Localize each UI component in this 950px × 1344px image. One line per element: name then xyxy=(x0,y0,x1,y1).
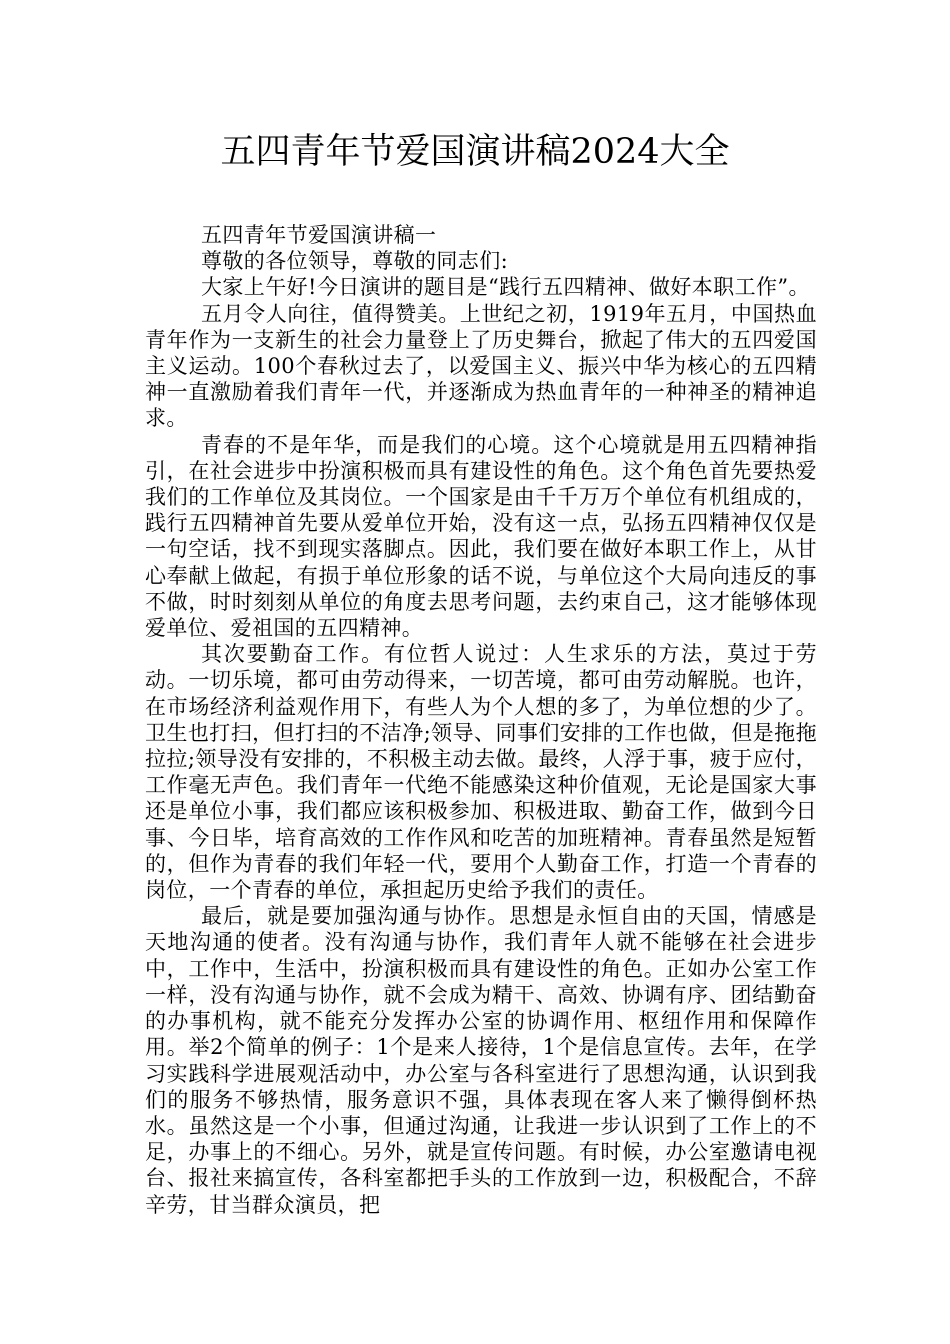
document-body xyxy=(145,222,817,1218)
paragraph-diligent-work: 其次要勤奋工作。有位哲人说过：人生求乐的方法，莫过于劳动。一切乐境，都可由劳动得来，一切苦境，都可由劳动解脱。也许，在市场经济利益观作用下，有些人为个人想的多了，为单位想的少了。卫生也打扫，但打扫的不洁净;领导、同事们安排的工作也做，但是拖拖拉拉;领导没有安排的，不积极主动去做。最终，人浮于事，疲于应付，工作毫无声色。我们青年一代绝不能感染这种价值观，无论是国家大事还是单位小事，我们都应该积极参加、积极进取、勤奋工作，做到今日事、今日毕，培育高效的工作作风和吃苦的加班精神。青春虽然是短暂的，但作为青春的我们年轻一代，要用个人勤奋工作，打造一个青春的岗位，一个青春的单位，承担起历史给予我们的责任。 xyxy=(145,642,817,903)
document-title: 五四青年节爱国演讲稿2024大全 xyxy=(220,132,730,172)
paragraph-may-fourth-history: 五月令人向往，值得赞美。上世纪之初，1919年五月，中国热血青年作为一支新生的社会力量登上了历史舞台，掀起了伟大的五四爱国主义运动。100个春秋过去了，以爱国主义、振兴中华为核心的五四精神一直激励着我们青年一代，并逐渐成为热血青年的一种神圣的精神追求。 xyxy=(145,301,817,431)
paragraph-communication: 最后，就是要加强沟通与协作。思想是永恒自由的天国，情感是天地沟通的使者。没有沟通与协作，我们青年人就不能够在社会进步中，工作中，生活中，扮演积极而具有建设性的角色。正如办公室工作一样，没有沟通与协作，就不会成为精干、高效、协调有序、团结勤奋的办事机构，就不能充分发挥办公室的协调作用、枢纽作用和保障作用。举2个简单的例子：1个是来人接待，1个是信息宣传。去年，在学习实践科学进展观活动中，办公室与各科室进行了思想沟通，认识到我们的服务不够热情，服务意识不强，具体表现在客人来了懒得倒杯热水。虽然这是一个小事，但通过沟通，让我进一步认识到了工作上的不足，办事上的不细心。另外，就是宣传问题。有时候，办公室邀请电视台、报社来搞宣传，各科室都把手头的工作放到一边，积极配合，不辞辛劳，甘当群众演员，把 xyxy=(145,904,817,1217)
opening-paragraph: 大家上午好!今日演讲的题目是“践行五四精神、做好本职工作”。 xyxy=(201,275,810,300)
paragraph-love-workplace: 青春的不是年华，而是我们的心境。这个心境就是用五四精神指引，在社会进步中扮演积极而具有建设性的角色。这个角色首先要热爱我们的工作单位及其岗位。一个国家是由千千万万个单位有机组成的，践行五四精神首先要从爱单位开始，没有这一点，弘扬五四精神仅仅是一句空话，找不到现实落脚点。因此，我们要在做好本职工作上，从甘心奉献上做起，有损于单位形象的话不说，与单位这个大局向违反的事不做，时时刻刻从单位的角度去思考问题，去约束自己，这才能够体现爱单位、爱祖国的五四精神。 xyxy=(145,432,817,641)
speech-heading: 五四青年节爱国演讲稿一 xyxy=(201,223,437,247)
salutation: 尊敬的各位领导，尊敬的同志们: xyxy=(201,249,509,274)
